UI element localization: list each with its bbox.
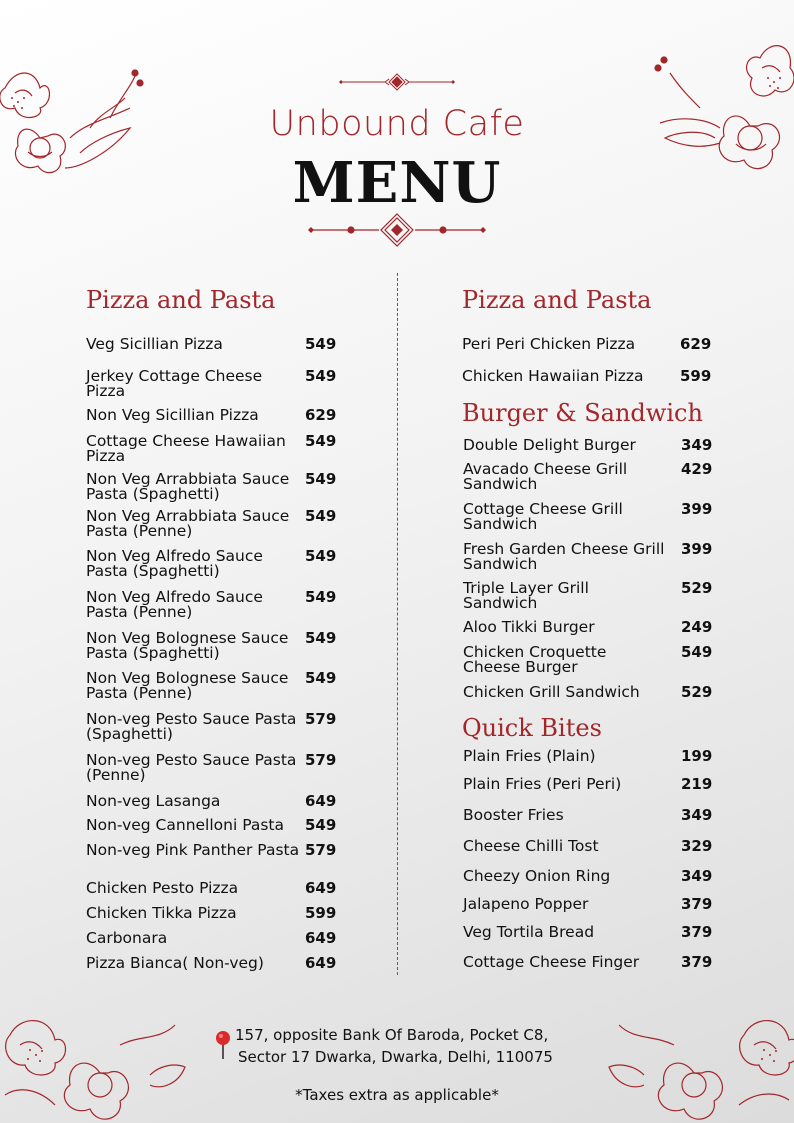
item-price: 549	[305, 507, 337, 525]
item-price: 529	[681, 683, 713, 701]
item-name: Avacado Cheese Grill Sandwich	[463, 460, 628, 493]
item-price: 649	[305, 954, 337, 972]
item-name: Booster Fries	[463, 806, 564, 824]
item-name: Non-veg Cannelloni Pasta	[86, 816, 285, 834]
item-name: Triple Layer Grill Sandwich	[463, 579, 589, 612]
item-name: Plain Fries (Peri Peri)	[463, 775, 622, 793]
section-heading-quick-bites: Quick Bites	[462, 714, 602, 742]
item-name: Carbonara	[86, 929, 168, 947]
item-name: Cheese Chilli Tost	[463, 837, 599, 855]
item-price: 549	[681, 643, 713, 661]
item-price: 579	[305, 751, 337, 769]
item-name: Peri Peri Chicken Pizza	[462, 335, 636, 353]
menu-title: MENU	[292, 150, 502, 216]
item-name: Chicken Croquette Cheese Burger	[463, 643, 607, 676]
item-price: 399	[681, 540, 713, 558]
column-divider	[397, 273, 398, 975]
item-name: Jerkey Cottage Cheese Pizza	[86, 367, 263, 400]
item-name: Cottage Cheese Hawaiian Pizza	[86, 432, 286, 465]
item-name: Non Veg Sicillian Pizza	[86, 406, 259, 424]
item-name: Double Delight Burger	[463, 436, 636, 454]
item-price: 549	[305, 816, 337, 834]
item-price: 629	[305, 406, 337, 424]
item-price: 219	[681, 775, 713, 793]
section-heading-pizza-pasta: Pizza and Pasta	[86, 286, 276, 314]
item-name: Cheezy Onion Ring	[463, 867, 611, 885]
diamond-divider-icon	[337, 72, 457, 92]
item-name: Non-veg Pink Panther Pasta	[86, 841, 300, 859]
item-name: Chicken Grill Sandwich	[463, 683, 640, 701]
item-name: Non-veg Pesto Sauce Pasta (Spaghetti)	[86, 710, 297, 743]
item-price: 329	[681, 837, 713, 855]
address-line-1: 157, opposite Bank Of Baroda, Pocket C8,	[235, 1026, 549, 1044]
item-name: Aloo Tikki Burger	[463, 618, 595, 636]
taxes-note: *Taxes extra as applicable*	[295, 1086, 499, 1104]
item-price: 649	[305, 879, 337, 897]
item-name: Cottage Cheese Finger	[463, 953, 640, 971]
item-price: 549	[305, 547, 337, 565]
item-price: 249	[681, 618, 713, 636]
item-price: 379	[681, 953, 713, 971]
address-line-2: Sector 17 Dwarka, Dwarka, Delhi, 110075	[238, 1048, 553, 1066]
item-name: Non Veg Alfredo Sauce Pasta (Penne)	[86, 588, 263, 621]
item-price: 579	[305, 841, 337, 859]
item-price: 379	[681, 895, 713, 913]
item-name: Plain Fries (Plain)	[463, 747, 596, 765]
section-heading-burger-sandwich: Burger & Sandwich	[462, 399, 703, 427]
item-price: 649	[305, 792, 337, 810]
item-name: Chicken Tikka Pizza	[86, 904, 237, 922]
location-pin-icon	[215, 1030, 231, 1060]
item-price: 629	[680, 335, 712, 353]
diamond-divider-icon	[305, 212, 489, 248]
item-name: Non-veg Pesto Sauce Pasta (Penne)	[86, 751, 297, 784]
item-price: 429	[681, 460, 713, 478]
item-price: 599	[680, 367, 712, 385]
item-name: Cottage Cheese Grill Sandwich	[463, 500, 623, 533]
item-price: 549	[305, 367, 337, 385]
item-price: 349	[681, 436, 713, 454]
item-name: Jalapeno Popper	[463, 895, 589, 913]
item-price: 549	[305, 470, 337, 488]
item-name: Non Veg Arrabbiata Sauce Pasta (Penne)	[86, 507, 290, 540]
item-price: 529	[681, 579, 713, 597]
item-name: Non-veg Lasanga	[86, 792, 221, 810]
item-price: 549	[305, 629, 337, 647]
item-name: Chicken Pesto Pizza	[86, 879, 239, 897]
item-price: 549	[305, 669, 337, 687]
item-name: Pizza Bianca( Non-veg)	[86, 954, 264, 972]
item-price: 379	[681, 923, 713, 941]
section-heading-pizza-pasta: Pizza and Pasta	[462, 286, 652, 314]
item-name: Fresh Garden Cheese Grill Sandwich	[463, 540, 665, 573]
item-price: 579	[305, 710, 337, 728]
item-price: 549	[305, 335, 337, 353]
item-price: 599	[305, 904, 337, 922]
item-price: 399	[681, 500, 713, 518]
item-name: Chicken Hawaiian Pizza	[462, 367, 644, 385]
item-name: Non Veg Bolognese Sauce Pasta (Penne)	[86, 669, 289, 702]
item-name: Veg Sicillian Pizza	[86, 335, 223, 353]
item-price: 649	[305, 929, 337, 947]
item-name: Non Veg Alfredo Sauce Pasta (Spaghetti)	[86, 547, 263, 580]
item-name: Veg Tortila Bread	[463, 923, 595, 941]
cafe-name: Unbound Cafe	[269, 104, 525, 144]
item-price: 349	[681, 867, 713, 885]
item-name: Non Veg Bolognese Sauce Pasta (Spaghetti)	[86, 629, 289, 662]
item-price: 549	[305, 588, 337, 606]
item-price: 199	[681, 747, 713, 765]
item-price: 549	[305, 432, 337, 450]
item-price: 349	[681, 806, 713, 824]
item-name: Non Veg Arrabbiata Sauce Pasta (Spaghetti)	[86, 470, 290, 503]
